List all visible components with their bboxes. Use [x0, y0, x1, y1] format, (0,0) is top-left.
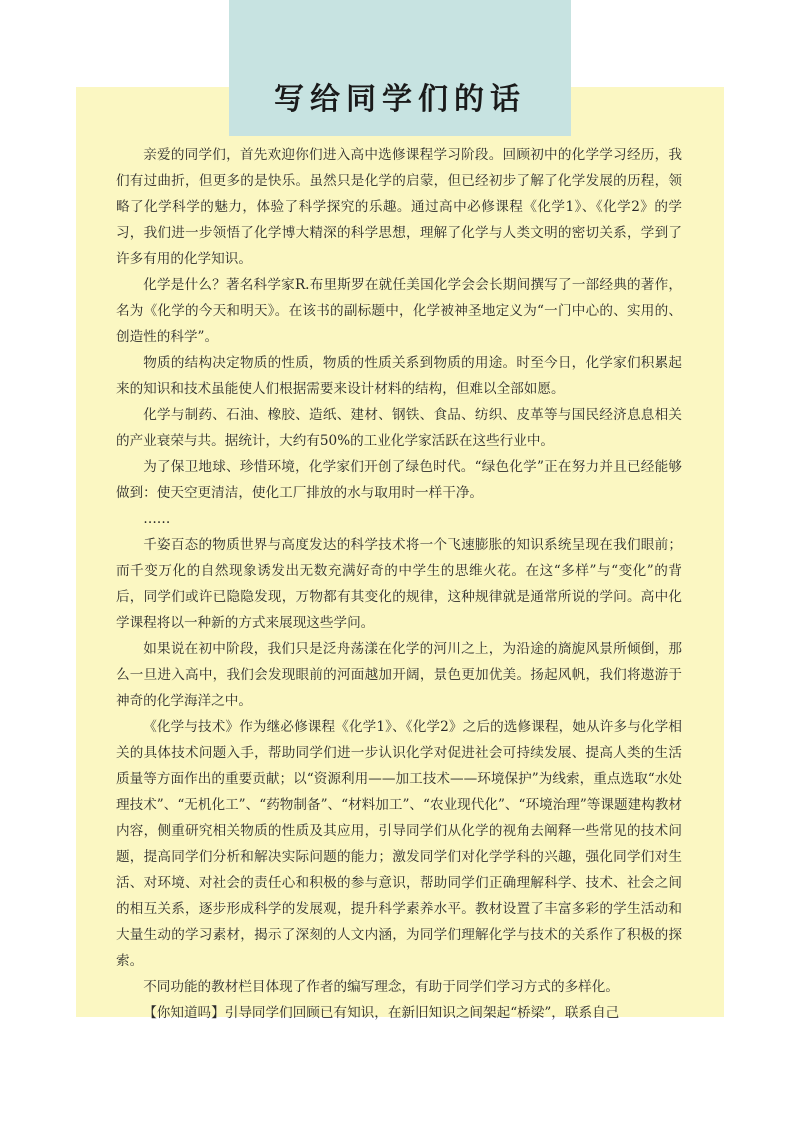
article-body	[116, 142, 682, 1026]
paragraph: 《化学与技术》作为继必修课程《化学1》、《化学2》之后的选修课程，她从许多与化学相关的具体技术问题入手，帮助同学们进一步认识化学对促进社会可持续发展、提高人类的生活质量等方面作出的重要贡献；以“资源利用——加工技术——环境保护”为线索，重点选取“水处理技术”、“无机化工”、“药物制备”、“材料加工”、“农业现代化”、“环境治理”等课题建构教材内容，侧重研究相关物质的性质及其应用，引导同学们从化学的视角去阐释一些常见的技术问题，提高同学们分析和解决实际问题的能力；激发同学们对化学学科的兴趣，强化同学们对生活、对环境、对社会的责任心和积极的参与意识，帮助同学们正确理解科学、技术、社会之间的相互关系，逐步形成科学的发展观，提升科学素养水平。教材设置了丰富多彩的学生活动和大量生动的学习素材，揭示了深刻的人文内涵，为同学们理解化学与技术的关系作了积极的探索。	[116, 719, 682, 969]
page-title: 写给同学们的话	[274, 82, 526, 117]
paragraph: 化学是什么？著名科学家R.布里斯罗在就任美国化学会会长期间撰写了一部经典的著作，名为《化学的今天和明天》。在该书的副标题中，化学被神圣地定义为“一门中心的、实用的、创造性的科学”。	[116, 277, 682, 345]
title-banner	[229, 0, 571, 136]
paragraph: 如果说在初中阶段，我们只是泛舟荡漾在化学的河川之上，为沿途的旖旎风景所倾倒，那么一旦进入高中，我们会发现眼前的河面越加开阔，景色更加优美。扬起风帆，我们将遨游于神奇的化学海洋之中。	[116, 641, 682, 709]
paragraph: 亲爱的同学们，首先欢迎你们进入高中选修课程学习阶段。回顾初中的化学学习经历，我们有过曲折，但更多的是快乐。虽然只是化学的启蒙，但已经初步了解了化学发展的历程，领略了化学科学的魅力，体验了科学探究的乐趣。通过高中必修课程《化学1》、《化学2》的学习，我们进一步领悟了化学博大精深的科学思想，理解了化学与人类文明的密切关系，学到了许多有用的化学知识。	[116, 147, 682, 267]
paragraph: 不同功能的教材栏目体现了作者的编写理念，有助于同学们学习方式的多样化。	[143, 979, 619, 995]
paragraph: 【你知道吗】引导同学们回顾已有知识，在新旧知识之间架起“桥梁”，联系自己	[143, 1005, 620, 1021]
paragraph: 化学与制药、石油、橡胶、造纸、建材、钢铁、食品、纺织、皮革等与国民经济息息相关的产业衰荣与共。据统计，大约有50%的工业化学家活跃在这些行业中。	[116, 407, 682, 449]
paragraph: 为了保卫地球、珍惜环境，化学家们开创了绿色时代。“绿色化学”正在努力并且已经能够做到：使天空更清洁，使化工厂排放的水与取用时一样干净。	[116, 459, 682, 501]
paragraph: 千姿百态的物质世界与高度发达的科学技术将一个飞速膨胀的知识系统呈现在我们眼前；而千变万化的自然现象诱发出无数充满好奇的中学生的思维火花。在这“多样”与“变化”的背后，同学们或许已隐隐发现，万物都有其变化的规律，这种规律就是通常所说的学问。高中化学课程将以一种新的方式来展现这些学问。	[116, 537, 682, 631]
ellipsis-paragraph: ……	[143, 511, 171, 527]
paragraph: 物质的结构决定物质的性质，物质的性质关系到物质的用途。时至今日，化学家们积累起来的知识和技术虽能使人们根据需要来设计材料的结构，但难以全部如愿。	[116, 355, 682, 397]
